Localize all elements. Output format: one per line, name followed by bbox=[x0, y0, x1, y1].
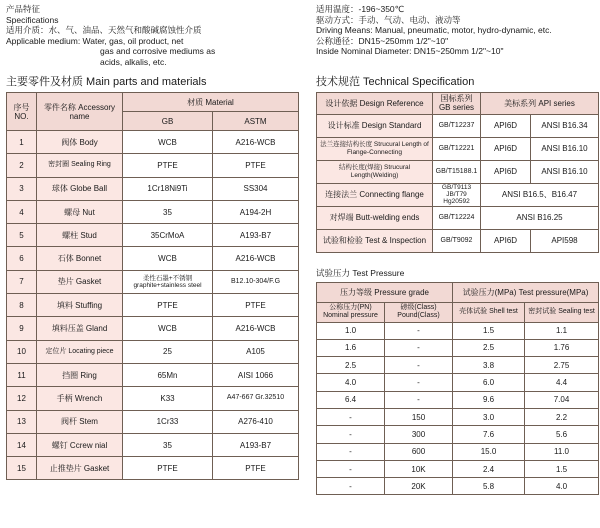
sealing-test: 2.2 bbox=[525, 408, 599, 425]
nominal-pressure: - bbox=[317, 478, 385, 495]
part-number: 5 bbox=[7, 224, 37, 247]
sealing-test: 1.5 bbox=[525, 460, 599, 477]
medium-en-3: acids, alkalis, etc. bbox=[100, 56, 167, 67]
tech-gb: GB/T12237 bbox=[433, 114, 481, 137]
part-astm-material: A276-410 bbox=[213, 410, 299, 433]
part-number: 12 bbox=[7, 387, 37, 410]
part-astm-material: A193-B7 bbox=[213, 433, 299, 456]
tech-header-basis: 设计依据 Design Reference bbox=[317, 92, 433, 114]
nominal-pressure: 4.0 bbox=[317, 374, 385, 391]
shell-test: 5.8 bbox=[453, 478, 525, 495]
table-row bbox=[7, 177, 299, 200]
table-row bbox=[7, 294, 299, 317]
pressure-body bbox=[317, 322, 599, 495]
tech-header-gb: 国标系列 GB series bbox=[433, 92, 481, 114]
parts-header-name: 零件名称 Accessory name bbox=[37, 93, 123, 131]
table-row bbox=[7, 247, 299, 270]
part-gb-material: PTFE bbox=[123, 154, 213, 177]
part-astm-material: AISI 1066 bbox=[213, 363, 299, 386]
pressure-header-seal: 密封试验 Sealing test bbox=[525, 302, 599, 322]
medium-en-1: Applicable medium: Water, gas, oil product, net bbox=[6, 35, 184, 46]
part-name: 垫片 Gasket bbox=[37, 270, 123, 293]
table-row bbox=[317, 374, 599, 391]
part-astm-material: A216-WCB bbox=[213, 247, 299, 270]
right-column bbox=[316, 4, 598, 495]
tech-label: 试验和检验 Test & Inspection bbox=[317, 229, 433, 252]
dn-en: Inside Nominal Diameter: DN15~250mm 1/2"~10" bbox=[316, 46, 504, 56]
part-astm-material: PTFE bbox=[213, 294, 299, 317]
part-astm-material: B12.10-304/F.G bbox=[213, 270, 299, 293]
table-row bbox=[317, 229, 599, 252]
part-astm-material: PTFE bbox=[213, 457, 299, 480]
table-row bbox=[317, 160, 599, 183]
part-gb-material: WCB bbox=[123, 131, 213, 154]
parts-table bbox=[6, 92, 299, 480]
shell-test: 3.0 bbox=[453, 408, 525, 425]
table-row bbox=[317, 408, 599, 425]
table-row bbox=[317, 357, 599, 374]
part-number: 1 bbox=[7, 131, 37, 154]
table-row bbox=[317, 426, 599, 443]
table-row bbox=[7, 270, 299, 293]
pound-class: - bbox=[385, 357, 453, 374]
table-row bbox=[7, 363, 299, 386]
part-number: 15 bbox=[7, 457, 37, 480]
tech-label: 设计标准 Design Standard bbox=[317, 114, 433, 137]
part-name: 止推垫片 Gasket bbox=[37, 457, 123, 480]
part-gb-material: 65Mn bbox=[123, 363, 213, 386]
part-number: 11 bbox=[7, 363, 37, 386]
part-name: 阀体 Body bbox=[37, 131, 123, 154]
shell-test: 6.0 bbox=[453, 374, 525, 391]
shell-test: 7.6 bbox=[453, 426, 525, 443]
part-astm-material: A194-2H bbox=[213, 200, 299, 223]
tech-gb: GB/T12221 bbox=[433, 137, 481, 160]
drive-cn: 驱动方式：手动、气动、电动、液动等 bbox=[316, 14, 461, 25]
part-gb-material: PTFE bbox=[123, 457, 213, 480]
nominal-pressure: 1.0 bbox=[317, 322, 385, 339]
part-astm-material: SS304 bbox=[213, 177, 299, 200]
part-astm-material: A47-667 Gr.32510 bbox=[213, 387, 299, 410]
part-number: 2 bbox=[7, 154, 37, 177]
parts-header-gb: GB bbox=[123, 112, 213, 131]
pound-class: - bbox=[385, 339, 453, 356]
part-gb-material: 35 bbox=[123, 433, 213, 456]
nominal-pressure: - bbox=[317, 460, 385, 477]
sealing-test: 7.04 bbox=[525, 391, 599, 408]
drive-en: Driving Means: Manual, pneumatic, motor, hydro-dynamic, etc. bbox=[316, 25, 552, 35]
features-title-cn: 产品特征 bbox=[6, 4, 41, 14]
part-number: 6 bbox=[7, 247, 37, 270]
part-gb-material: 柔性石墨+不锈钢 graphite+stainless steel bbox=[123, 270, 213, 293]
pressure-header-test: 试验压力(MPa) Test pressure(MPa) bbox=[453, 282, 599, 302]
tech-gb: GB/T12224 bbox=[433, 206, 481, 229]
table-row bbox=[7, 433, 299, 456]
tech-gb: GB/T9092 bbox=[433, 229, 481, 252]
pound-class: - bbox=[385, 374, 453, 391]
pound-class: 300 bbox=[385, 426, 453, 443]
part-number: 14 bbox=[7, 433, 37, 456]
part-name: 球体 Globe Ball bbox=[37, 177, 123, 200]
dn-cn: 公称通径：DN15~250mm 1/2"~10" bbox=[316, 35, 449, 46]
sealing-test: 2.75 bbox=[525, 357, 599, 374]
part-astm-material: A193-B7 bbox=[213, 224, 299, 247]
tech-gb: GB/T9113 JB/T79 Hg20592 bbox=[433, 183, 481, 206]
part-name: 螺柱 Stud bbox=[37, 224, 123, 247]
pressure-table bbox=[316, 282, 599, 496]
pressure-header-pn: 公称压力(PN) Nominal pressure bbox=[317, 302, 385, 322]
part-astm-material: A216-WCB bbox=[213, 131, 299, 154]
pound-class: - bbox=[385, 391, 453, 408]
parts-body bbox=[7, 131, 299, 480]
part-gb-material: 1Cr33 bbox=[123, 410, 213, 433]
temp-cn: 适用温度：-196~350℃ bbox=[316, 4, 405, 14]
tech-api: API6D bbox=[481, 229, 531, 252]
table-row bbox=[7, 154, 299, 177]
part-name: 阀杆 Stem bbox=[37, 410, 123, 433]
tech-api: ANSI B16.25 bbox=[481, 206, 599, 229]
part-name: 填料 Stuffing bbox=[37, 294, 123, 317]
tech-gb: GB/T15188.1 bbox=[433, 160, 481, 183]
features-title-en: Specifications bbox=[6, 14, 59, 25]
part-gb-material: 1Cr18Ni9Ti bbox=[123, 177, 213, 200]
part-name: 定位片 Locating piece bbox=[37, 340, 123, 363]
table-row bbox=[7, 131, 299, 154]
tech-api: API6D bbox=[481, 160, 531, 183]
table-row bbox=[317, 137, 599, 160]
table-row bbox=[7, 340, 299, 363]
table-row bbox=[317, 478, 599, 495]
part-number: 4 bbox=[7, 200, 37, 223]
table-row bbox=[317, 443, 599, 460]
part-name: 螺母 Nut bbox=[37, 200, 123, 223]
part-gb-material: WCB bbox=[123, 317, 213, 340]
part-gb-material: WCB bbox=[123, 247, 213, 270]
shell-test: 15.0 bbox=[453, 443, 525, 460]
table-row bbox=[7, 387, 299, 410]
table-row bbox=[317, 339, 599, 356]
shell-test: 3.8 bbox=[453, 357, 525, 374]
tech-api: ANSI B16.5、B16.47 bbox=[481, 183, 599, 206]
parts-header-astm: ASTM bbox=[213, 112, 299, 131]
tech-api-standard: ANSI B16.10 bbox=[531, 137, 599, 160]
part-number: 13 bbox=[7, 410, 37, 433]
nominal-pressure: 1.6 bbox=[317, 339, 385, 356]
part-astm-material: A216-WCB bbox=[213, 317, 299, 340]
part-gb-material: PTFE bbox=[123, 294, 213, 317]
tech-api-standard: ANSI B16.10 bbox=[531, 160, 599, 183]
part-number: 7 bbox=[7, 270, 37, 293]
pressure-header-shell: 壳体试验 Shell test bbox=[453, 302, 525, 322]
tech-label: 连接法兰 Connecting flange bbox=[317, 183, 433, 206]
table-row bbox=[317, 391, 599, 408]
tech-label: 对焊端 Butt-welding ends bbox=[317, 206, 433, 229]
pressure-header-grade: 压力等级 Pressure grade bbox=[317, 282, 453, 302]
tech-title: 技术规范 Technical Specification bbox=[316, 75, 475, 88]
part-number: 8 bbox=[7, 294, 37, 317]
part-name: 挡圈 Ring bbox=[37, 363, 123, 386]
table-row bbox=[7, 200, 299, 223]
nominal-pressure: - bbox=[317, 408, 385, 425]
sealing-test: 11.0 bbox=[525, 443, 599, 460]
tech-api: API6D bbox=[481, 137, 531, 160]
table-row bbox=[317, 183, 599, 206]
medium-en-2: gas and corrosive mediums as bbox=[100, 46, 216, 56]
table-row bbox=[317, 114, 599, 137]
pound-class: 10K bbox=[385, 460, 453, 477]
part-gb-material: 35 bbox=[123, 200, 213, 223]
sealing-test: 1.76 bbox=[525, 339, 599, 356]
table-row bbox=[7, 224, 299, 247]
tech-api-standard: ANSI B16.34 bbox=[531, 114, 599, 137]
shell-test: 1.5 bbox=[453, 322, 525, 339]
tech-label: 法兰连接结构长度 Strucural Length of Flange-Connecting bbox=[317, 137, 433, 160]
tech-label: 结构长度(焊接) Strucural Length(Welding) bbox=[317, 160, 433, 183]
parts-header-material: 材质 Material bbox=[123, 93, 299, 112]
tech-table bbox=[316, 92, 599, 253]
sealing-test: 5.6 bbox=[525, 426, 599, 443]
tech-api: API6D bbox=[481, 114, 531, 137]
medium-cn: 适用介质：水、气、油品、天然气和酸碱腐蚀性介质 bbox=[6, 25, 202, 35]
tech-api-standard: API598 bbox=[531, 229, 599, 252]
pound-class: 150 bbox=[385, 408, 453, 425]
part-name: 螺钉 Ccrew nial bbox=[37, 433, 123, 456]
parts-header-no: 序号 NO. bbox=[7, 93, 37, 131]
nominal-pressure: 2.5 bbox=[317, 357, 385, 374]
part-name: 石体 Bonnet bbox=[37, 247, 123, 270]
table-row bbox=[7, 410, 299, 433]
sealing-test: 4.0 bbox=[525, 478, 599, 495]
part-number: 9 bbox=[7, 317, 37, 340]
sealing-test: 1.1 bbox=[525, 322, 599, 339]
part-gb-material: 35CrMoA bbox=[123, 224, 213, 247]
tech-body bbox=[317, 114, 599, 252]
table-row bbox=[7, 317, 299, 340]
pound-class: - bbox=[385, 322, 453, 339]
table-row bbox=[317, 460, 599, 477]
nominal-pressure: 6.4 bbox=[317, 391, 385, 408]
part-astm-material: A105 bbox=[213, 340, 299, 363]
part-gb-material: 25 bbox=[123, 340, 213, 363]
parts-title: 主要零件及材质 Main parts and materials bbox=[6, 76, 207, 88]
sealing-test: 4.4 bbox=[525, 374, 599, 391]
part-name: 填料压盖 Gland bbox=[37, 317, 123, 340]
part-gb-material: K33 bbox=[123, 387, 213, 410]
part-number: 10 bbox=[7, 340, 37, 363]
nominal-pressure: - bbox=[317, 426, 385, 443]
shell-test: 2.5 bbox=[453, 339, 525, 356]
tech-header-api: 美标系列 API series bbox=[481, 92, 599, 114]
part-astm-material: PTFE bbox=[213, 154, 299, 177]
shell-test: 9.6 bbox=[453, 391, 525, 408]
left-column bbox=[6, 4, 298, 480]
part-number: 3 bbox=[7, 177, 37, 200]
part-name: 手柄 Wrench bbox=[37, 387, 123, 410]
pressure-header-class: 磅级(Class) Pound(Class) bbox=[385, 302, 453, 322]
table-row bbox=[7, 457, 299, 480]
pound-class: 20K bbox=[385, 478, 453, 495]
table-row bbox=[317, 206, 599, 229]
shell-test: 2.4 bbox=[453, 460, 525, 477]
part-name: 密封圈 Sealing Ring bbox=[37, 154, 123, 177]
pressure-title: 试验压力 Test Pressure bbox=[316, 267, 405, 278]
pound-class: 600 bbox=[385, 443, 453, 460]
table-row bbox=[317, 322, 599, 339]
nominal-pressure: - bbox=[317, 443, 385, 460]
